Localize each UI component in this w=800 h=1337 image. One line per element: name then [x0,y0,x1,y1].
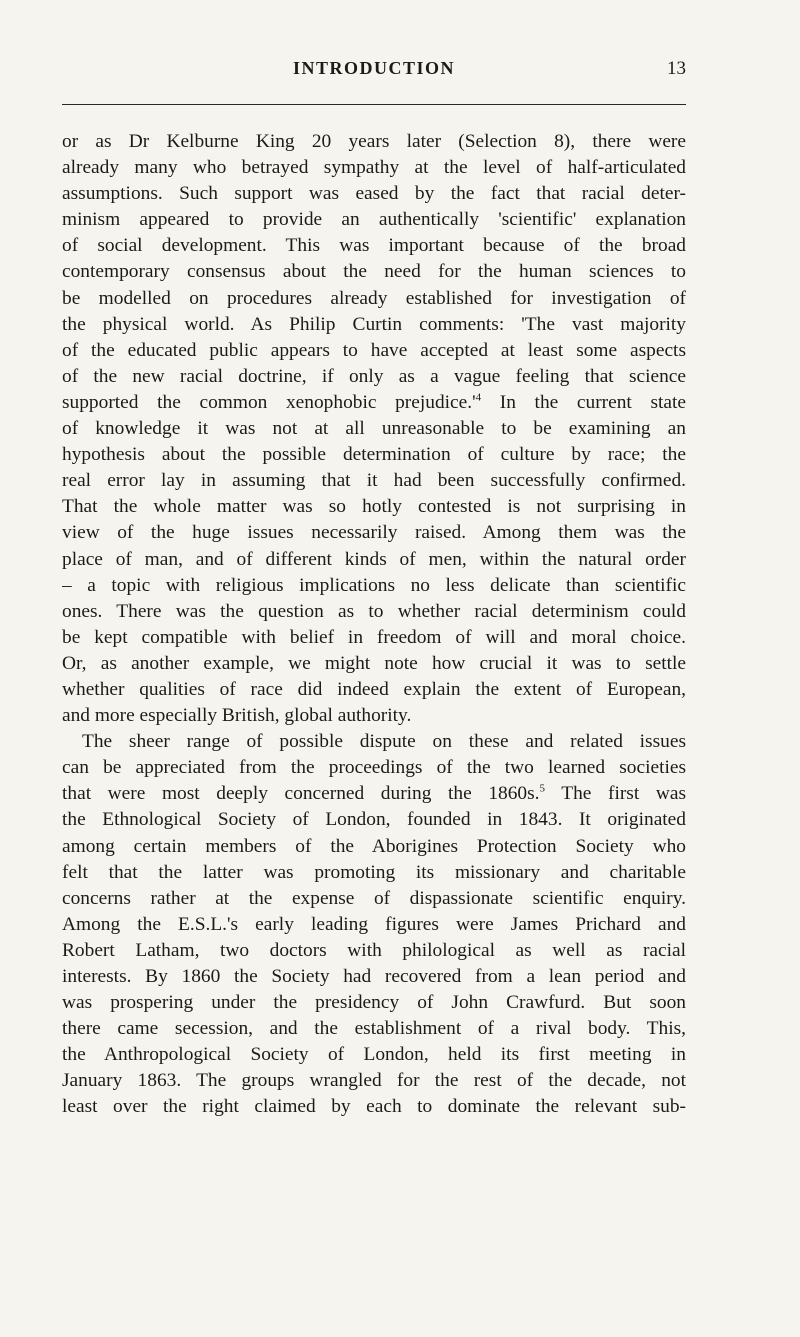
text-line: whether qualities of race did indeed explain the extent of European, [62,678,686,700]
text-line: of the new racial doctrine, if only as a vague feeling that science [62,365,686,387]
text-line: That the whole matter was so hotly contested is not surprising in [62,496,686,518]
text-line: the Anthropological Society of London, held its first meeting in [62,1044,686,1066]
body-text [62,129,686,1121]
text-line: already many who betrayed sympathy at the level of half-articulated [62,157,686,179]
text-line: Or, as another example, we might note how crucial it was to settle [62,652,686,674]
text-line: interests. By 1860 the Society had recovered from a lean period and [62,966,686,987]
text-line: January 1863. The groups wrangled for the rest of the decade, not [62,1070,686,1092]
paragraph-2 [62,729,686,1120]
text-segment: In the current state [481,391,686,413]
text-line: ones. There was the question as to whether racial determinism could [62,600,686,622]
paragraph-1 [62,129,686,729]
text-line: contemporary consensus about the need for the human sciences to [62,261,686,283]
text-line: of knowledge it was not at all unreasonable to be examining an [62,418,686,440]
text-line: the physical world. As Philip Curtin comments: 'The vast majority [62,313,686,335]
footnote-marker: 4 [475,391,482,404]
text-line: of the educated public appears to have accepted at least some aspects [62,339,686,361]
text-line: real error lay in assuming that it had been successfully confirmed. [62,470,686,492]
text-line: be modelled on procedures already established for investigation of [62,287,686,309]
text-line: can be appreciated from the proceedings of the two learned societies [62,757,686,779]
text-line: The sheer range of possible dispute on these and related issues [82,731,686,753]
text-line-with-footnote [62,390,686,416]
footnote-marker: 5 [539,782,545,795]
text-line: least over the right claimed by each to dominate the relevant sub- [62,1096,686,1118]
text-segment: The first was [545,783,686,805]
text-line: there came secession, and the establishment of a rival body. This, [62,1018,686,1040]
text-segment: supported the common xenophobic prejudice.' [62,391,476,413]
text-line: or as Dr Kelburne King 20 years later (Selection 8), there were [62,131,686,152]
running-head [62,58,686,88]
text-line: and more especially British, global authority. [62,705,412,727]
text-line: minism appeared to provide an authentically 'scientific' explanation [62,209,686,231]
text-line: the Ethnological Society of London, founded in 1843. It originated [62,809,686,831]
text-line: Robert Latham, two doctors with philological as well as racial [62,939,686,961]
page-number: 13 [667,58,686,79]
header-rule [62,104,686,105]
text-line: felt that the latter was promoting its missionary and charitable [62,861,686,883]
text-line: among certain members of the Aborigines Protection Society who [62,835,686,857]
text-line: of social development. This was important because of the broad [62,235,686,257]
text-segment: that were most deeply concerned during the 1860s. [62,783,540,805]
text-line: view of the huge issues necessarily raised. Among them was the [62,522,686,544]
running-title: INTRODUCTION [292,58,456,78]
text-line: Among the E.S.L.'s early leading figures were James Prichard and [62,913,686,935]
text-line: hypothesis about the possible determination of culture by race; the [62,444,686,466]
text-line: be kept compatible with belief in freedom of will and moral choice. [62,626,686,648]
text-line: assumptions. Such support was eased by the fact that racial deter- [62,183,686,205]
text-line: – a topic with religious implications no less delicate than scientific [62,574,686,596]
text-line: was prospering under the presidency of John Crawfurd. But soon [62,992,686,1014]
text-line: place of man, and of different kinds of men, within the natural order [62,548,686,570]
text-line-with-footnote [62,781,686,807]
text-line: concerns rather at the expense of dispassionate scientific enquiry. [62,887,686,909]
